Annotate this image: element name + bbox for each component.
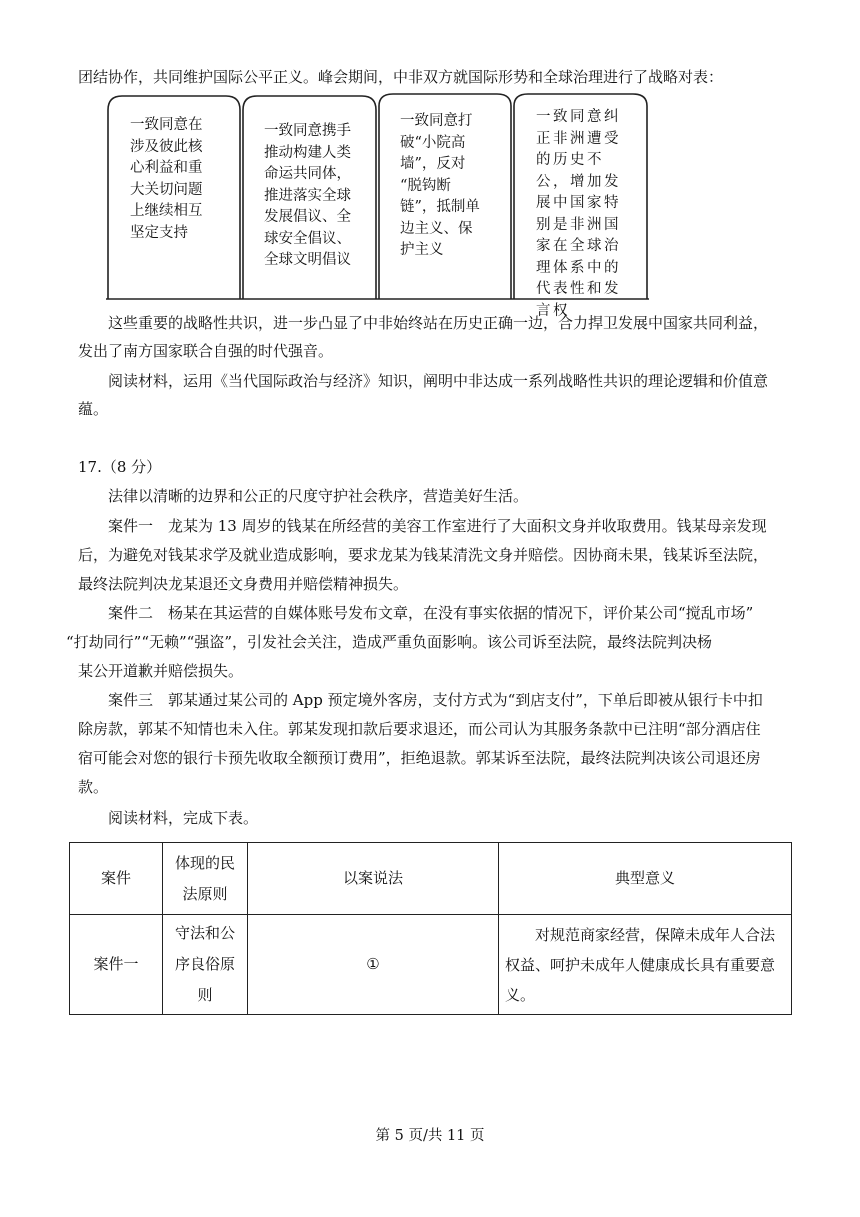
case1-line2: 后，为避免对钱某求学及就业造成影响，要求龙某为钱某清洗文身并赔偿。因协商未果，钱某诉至法院， (78, 546, 769, 564)
table-row (70, 915, 792, 1015)
intro-line: 团结协作，共同维护国际公平正义。峰会期间，中非双方就国际形势和全球治理进行了战略对表： (78, 68, 724, 86)
header-significance: 典型意义 (499, 843, 792, 915)
row1-explain: ① (248, 915, 499, 1015)
card-1-text: 一致同意在 涉及彼此核 心利益和重 大关切问题 上继续相互 坚定支持 (130, 117, 203, 241)
row1-case: 案件一 (70, 915, 163, 1015)
principles-table (69, 842, 792, 1015)
para-consensus-line2: 发出了南方国家联合自强的时代强音。 (78, 342, 334, 360)
row1-significance: 对规范商家经营，保障未成年人合法 权益、呵护未成年人健康成长具有重要意 义。 (499, 915, 792, 1015)
card-2-text: 一致同意携手 推动构建人类 命运共同体， 推进落实全球 发展倡议、全 球安全倡议、 全球文明倡议 (264, 123, 351, 268)
para-consensus-line1: 这些重要的战略性共识，进一步凸显了中非始终站在历史正确一边，合力捍卫发展中国家共同利益， (108, 314, 769, 332)
case3-line2: 除房款，郭某不知情也未入住。郭某发现扣款后要求退还，而公司认为其服务条款中已注明“部分酒店住 (78, 720, 761, 738)
header-principle: 体现的民 法原则 (163, 843, 248, 915)
case1-line3: 最终法院判决龙某退还文身费用并赔偿精神损失。 (78, 575, 409, 593)
para-task-line1: 阅读材料，运用《当代国际政治与经济》知识，阐明中非达成一系列战略性共识的理论逻辑和价值意 (108, 372, 769, 390)
row1-principle: 守法和公 序良俗原 则 (163, 915, 248, 1015)
page-footer: 第 5 页/共 11 页 (375, 1128, 485, 1144)
card-3-text: 一致同意打 破“小院高 墙”，反对 “脱钩断 链”，抵制单 边主义、保 护主义 (400, 113, 480, 258)
case1-line1: 案件一 龙某为 13 周岁的钱某在所经营的美容工作室进行了大面积文身并收取费用。钱某母亲发现 (108, 517, 767, 535)
case3-line1: 案件三 郭某通过某公司的 App 预定境外客房，支付方式为“到店支付”，下单后即被从银行卡中扣 (108, 691, 763, 709)
law-intro: 法律以清晰的边界和公正的尺度守护社会秩序，营造美好生活。 (108, 487, 529, 505)
table-instruction: 阅读材料，完成下表。 (108, 809, 259, 827)
case3-line3: 宿可能会对您的银行卡预先收取全额预订费用”，拒绝退款。郭某诉至法院，最终法院判决该公司退还房 (78, 749, 761, 767)
para-task-line2: 蕴。 (78, 400, 109, 418)
case2-line1: 案件二 杨某在其运营的自媒体账号发布文章，在没有事实依据的情况下，评价某公司“搅乱市场” (108, 604, 754, 622)
table-header-row (70, 843, 792, 915)
card-4-text: 一致同意纠 正非洲遭受 的历史不 公，增加发 展中国家特 别是非洲国 家在全球治 理体系中的 代表性和发 言权 (536, 109, 621, 319)
header-case: 案件 (70, 843, 163, 915)
case3-line4: 款。 (78, 778, 109, 796)
question-header: 17.（8 分） (78, 458, 162, 476)
case2-line2: “打劫同行”“无赖”“强盗”，引发社会关注，造成严重负面影响。该公司诉至法院，最终法院判决杨 (66, 633, 713, 651)
header-explain: 以案说法 (248, 843, 499, 915)
case2-line3: 某公开道歉并赔偿损失。 (78, 662, 244, 680)
